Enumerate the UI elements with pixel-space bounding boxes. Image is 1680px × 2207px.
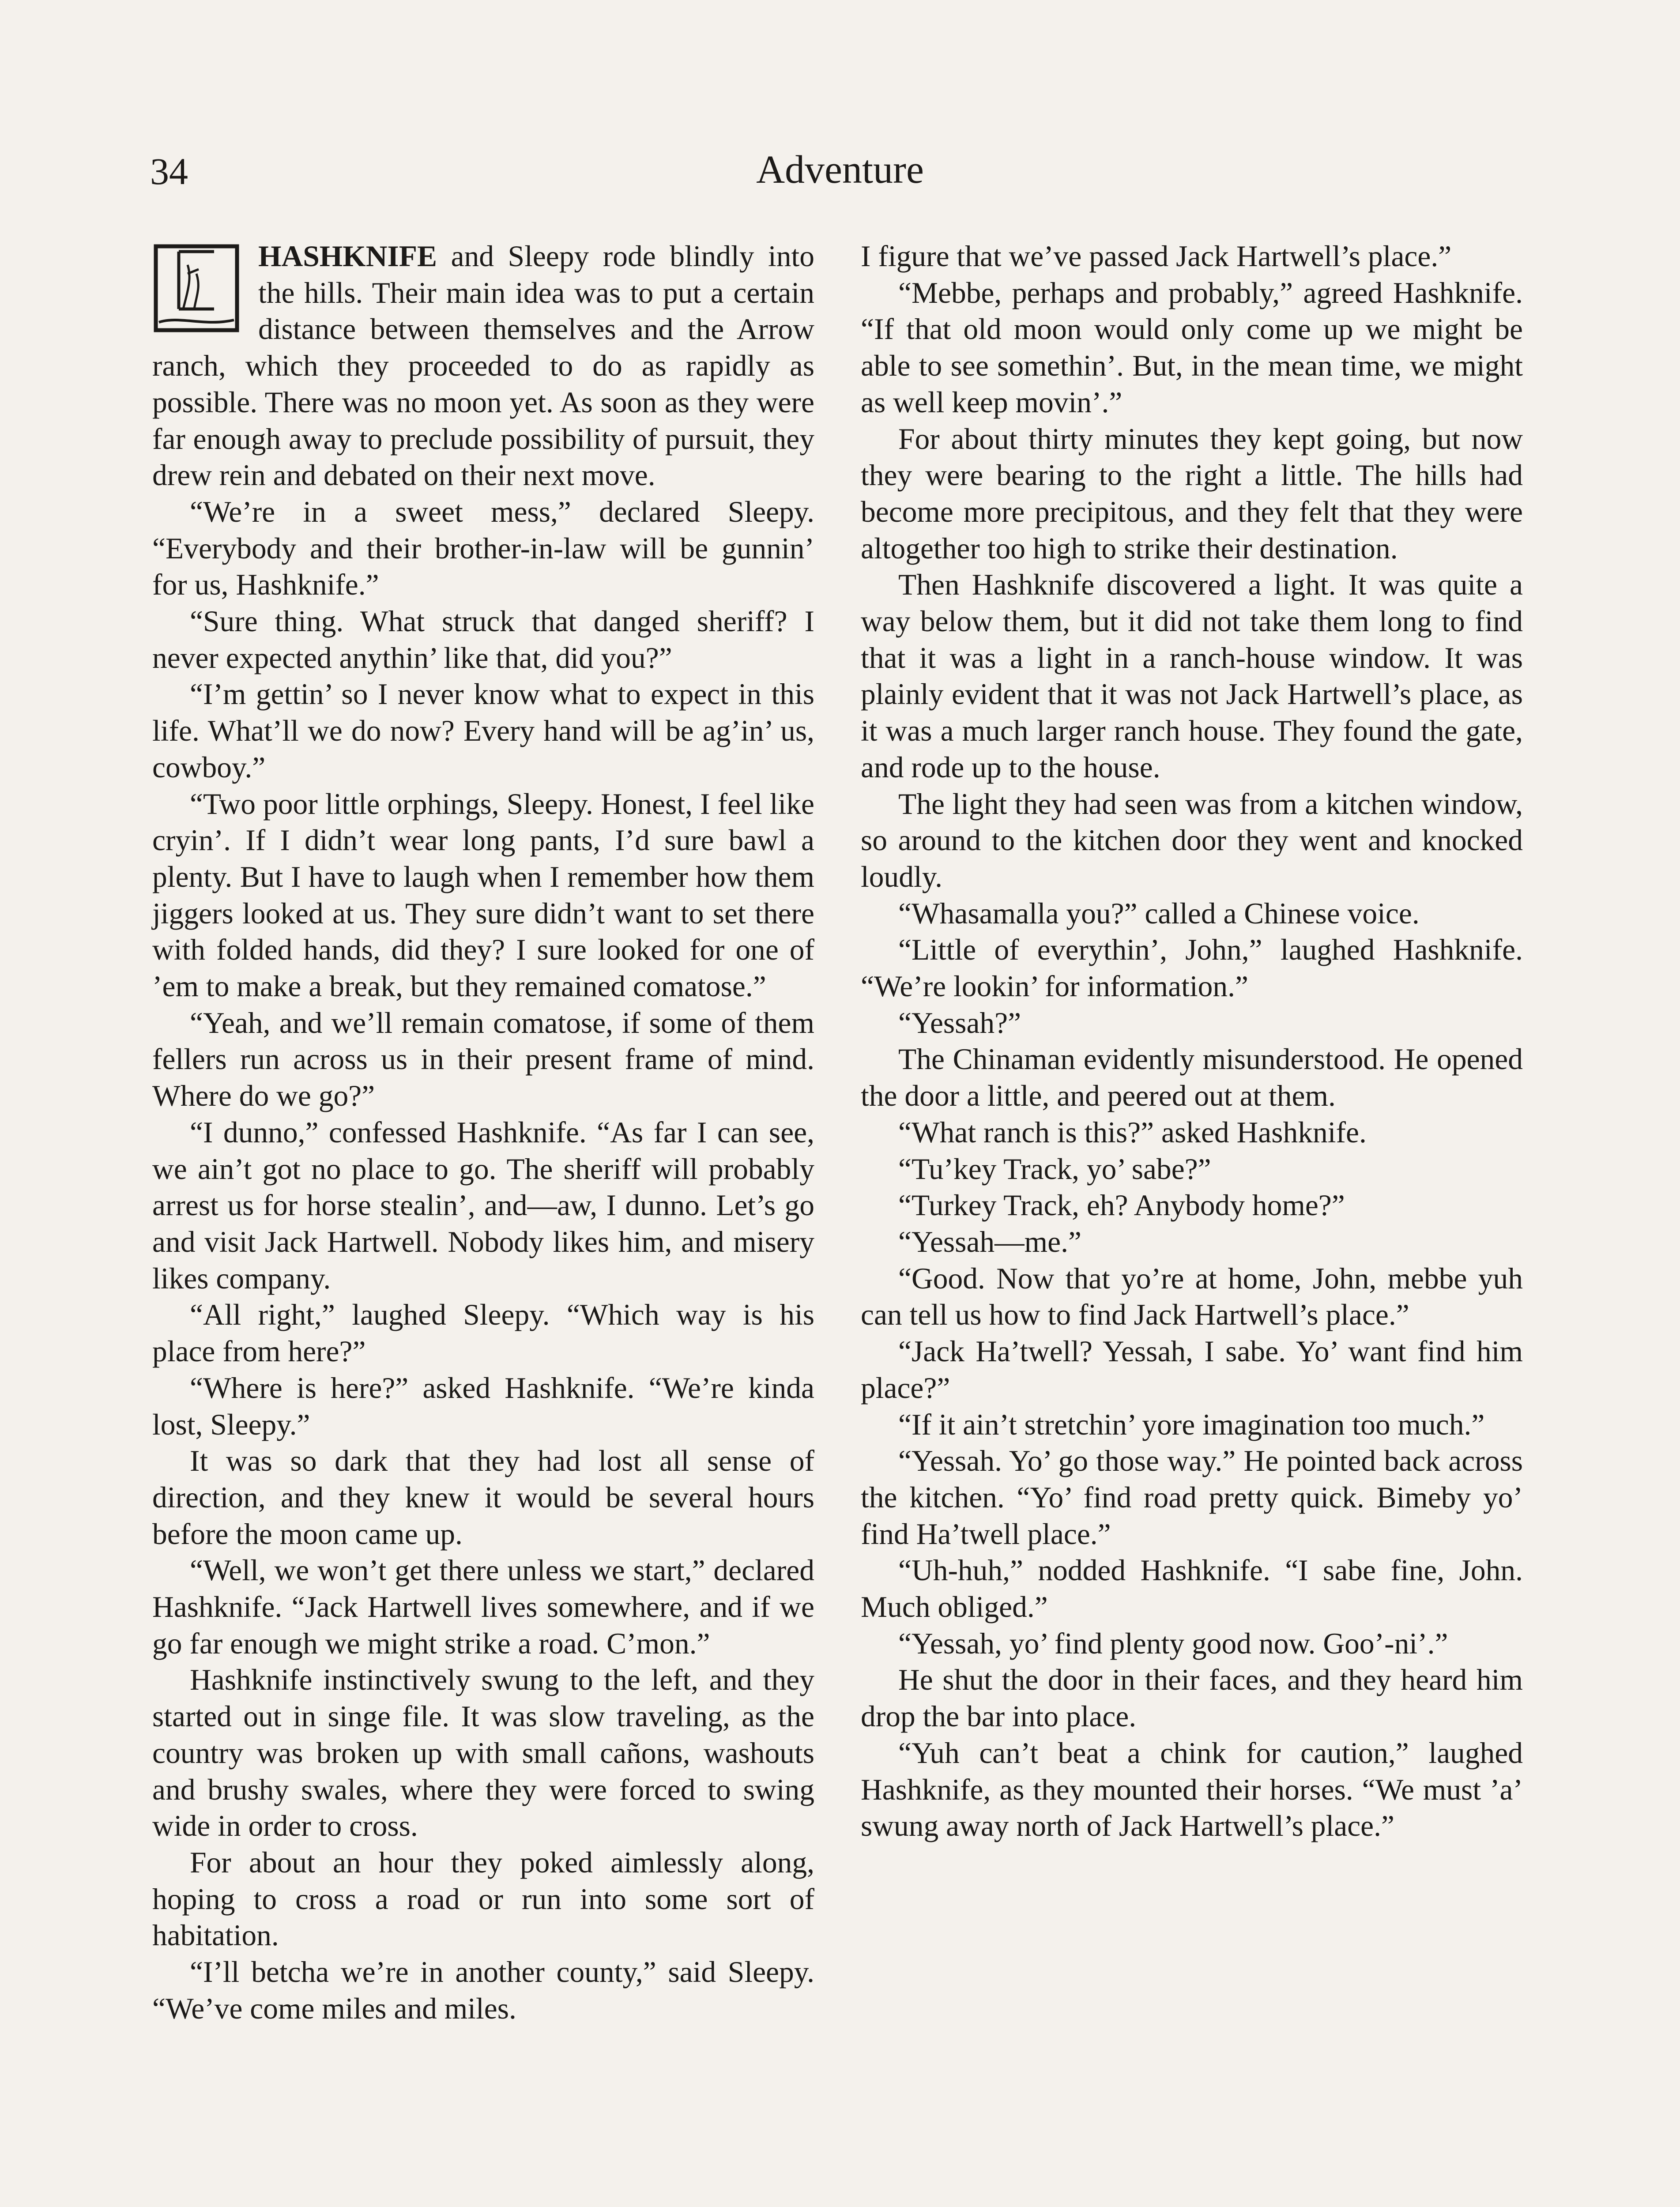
paragraph: “Yessah. Yo’ go those way.” He pointed back across the kitchen. “Yo’ find road pretty quick. Bimeby yo’ find Ha’twell place.”: [861, 1444, 1523, 1551]
paragraph: “Yuh can’t beat a chink for caution,” laughed Hashknife, as they mounted their horses. “We must ’a’ swung away north of Jack Hartwell’s place.”: [861, 1736, 1523, 1843]
page-number: 34: [150, 150, 188, 192]
paragraph: Then Hashknife discovered a light. It was quite a way below them, but it did not take them long to find that it was a light in a ranch-house window. It was plainly evident that it was not Jack Hartwell’s place, as it was a much larger ranch house. They found the gate, and rode up to the house.: [861, 568, 1523, 784]
paragraph: He shut the door in their faces, and they heard him drop the bar into place.: [861, 1663, 1523, 1733]
paragraph: “What ranch is this?” asked Hashknife.: [898, 1115, 1367, 1149]
paragraph: “Sure thing. What struck that danged sheriff? I never expected anythin’ like that, did you?”: [152, 605, 814, 674]
running-head: Adventure: [756, 148, 924, 192]
paragraph: “Yessah?”: [898, 1006, 1021, 1039]
paragraph: “If it ain’t stretchin’ yore imagination too much.”: [898, 1408, 1485, 1441]
paragraph: The Chinaman evidently misunderstood. He opened the door a little, and peered out at them.: [861, 1043, 1523, 1113]
paragraph-text: and Sleepy rode blindly into the hills. Their main idea was to put a certain distance between themselves and the Arrow ranch, which they proceeded to do as rapidly as possible. There was no moon yet. As soon as they were far enough away to preclude possibility of pursuit, they drew rein and debated on their next move.: [152, 240, 814, 492]
paragraph: For about an hour they poked aimlessly along, hoping to cross a road or run into some sort of habitation.: [152, 1845, 814, 1952]
paragraph: “Yessah—me.”: [898, 1225, 1081, 1258]
paragraph: “All right,” laughed Sleepy. “Which way is his place from here?”: [152, 1298, 814, 1368]
paragraph: For about thirty minutes they kept going, but now they were bearing to the right a little. The hills had become more precipitous, and they felt that they were altogether too high to strike their destination.: [861, 422, 1523, 565]
paragraph: “Uh-huh,” nodded Hashknife. “I sabe fine, John. Much obliged.”: [861, 1554, 1523, 1624]
paragraph: [152, 238, 814, 494]
paragraph: “Where is here?” asked Hashknife. “We’re kinda lost, Sleepy.”: [152, 1371, 814, 1441]
paragraph: Hashknife instinctively swung to the left, and they started out in singe file. It was slow traveling, as the country was broken up with small cañons, washouts and brushy swales, where they were forced to swing wide in order to cross.: [152, 1663, 814, 1843]
paragraph: “Well, we won’t get there unless we start,” declared Hashknife. “Jack Hartwell lives somewhere, and if we go far enough we might strike a road. C’mon.”: [152, 1554, 814, 1660]
paragraph: “I’m gettin’ so I never know what to expect in this life. What’ll we do now? Every hand will be ag’in’ us, cowboy.”: [152, 678, 814, 784]
paragraph: “I dunno,” confessed Hashknife. “As far I can see, we ain’t got no place to go. The sheriff will probably arrest us for horse stealin’, and—aw, I dunno. Let’s go and visit Jack Hartwell. Nobody likes him, and misery likes company.: [152, 1115, 814, 1295]
paragraph: “Two poor little orphings, Sleepy. Honest, I feel like cryin’. If I didn’t wear long pants, I’d sure bawl a plenty. But I have to laugh when I remember how them jiggers looked at us. They sure didn’t want to set there with folded hands, did they? I sure looked for one of ’em to make a break, but they remained comatose.”: [152, 787, 814, 1003]
lead-word: HASHKNIFE: [258, 240, 437, 273]
paragraph: “Whasamalla you?” called a Chinese voice.: [898, 896, 1420, 930]
paragraph: “Little of everythin’, John,” laughed Hashknife. “We’re lookin’ for information.”: [861, 933, 1523, 1003]
paragraph: “Yessah, yo’ find plenty good now. Goo’-ni’.”: [898, 1627, 1448, 1660]
paragraph: “Good. Now that yo’re at home, John, mebbe yuh can tell us how to find Jack Hartwell’s place.”: [861, 1262, 1523, 1332]
paragraph: It was so dark that they had lost all sense of direction, and they knew it would be several hours before the moon came up.: [152, 1444, 814, 1551]
paragraph: “I’ll betcha we’re in another county,” said Sleepy. “We’ve come miles and miles.: [152, 1955, 814, 2025]
paragraph: The light they had seen was from a kitchen window, so around to the kitchen door they went and knocked loudly.: [861, 787, 1523, 893]
paragraph: “Tu’key Track, yo’ sabe?”: [898, 1152, 1211, 1186]
left-column: [152, 238, 814, 2027]
paragraph: “Turkey Track, eh? Anybody home?”: [898, 1189, 1345, 1222]
decorative-initial-icon: [152, 243, 241, 335]
paragraph: “Jack Ha’twell? Yessah, I sabe. Yo’ want find him place?”: [861, 1335, 1523, 1405]
paragraph: “We’re in a sweet mess,” declared Sleepy. “Everybody and their brother-in-law will be gunnin’ for us, Hashknife.”: [152, 495, 814, 602]
right-column: [861, 238, 1523, 1845]
paragraph: I figure that we’ve passed Jack Hartwell’s place.”: [861, 240, 1452, 273]
paragraph: “Yeah, and we’ll remain comatose, if some of them fellers run across us in their present frame of mind. Where do we go?”: [152, 1006, 814, 1113]
paragraph: “Mebbe, perhaps and probably,” agreed Hashknife. “If that old moon would only come up we might be able to see somethin’. But, in the mean time, we might as well keep movin’.”: [861, 276, 1523, 419]
